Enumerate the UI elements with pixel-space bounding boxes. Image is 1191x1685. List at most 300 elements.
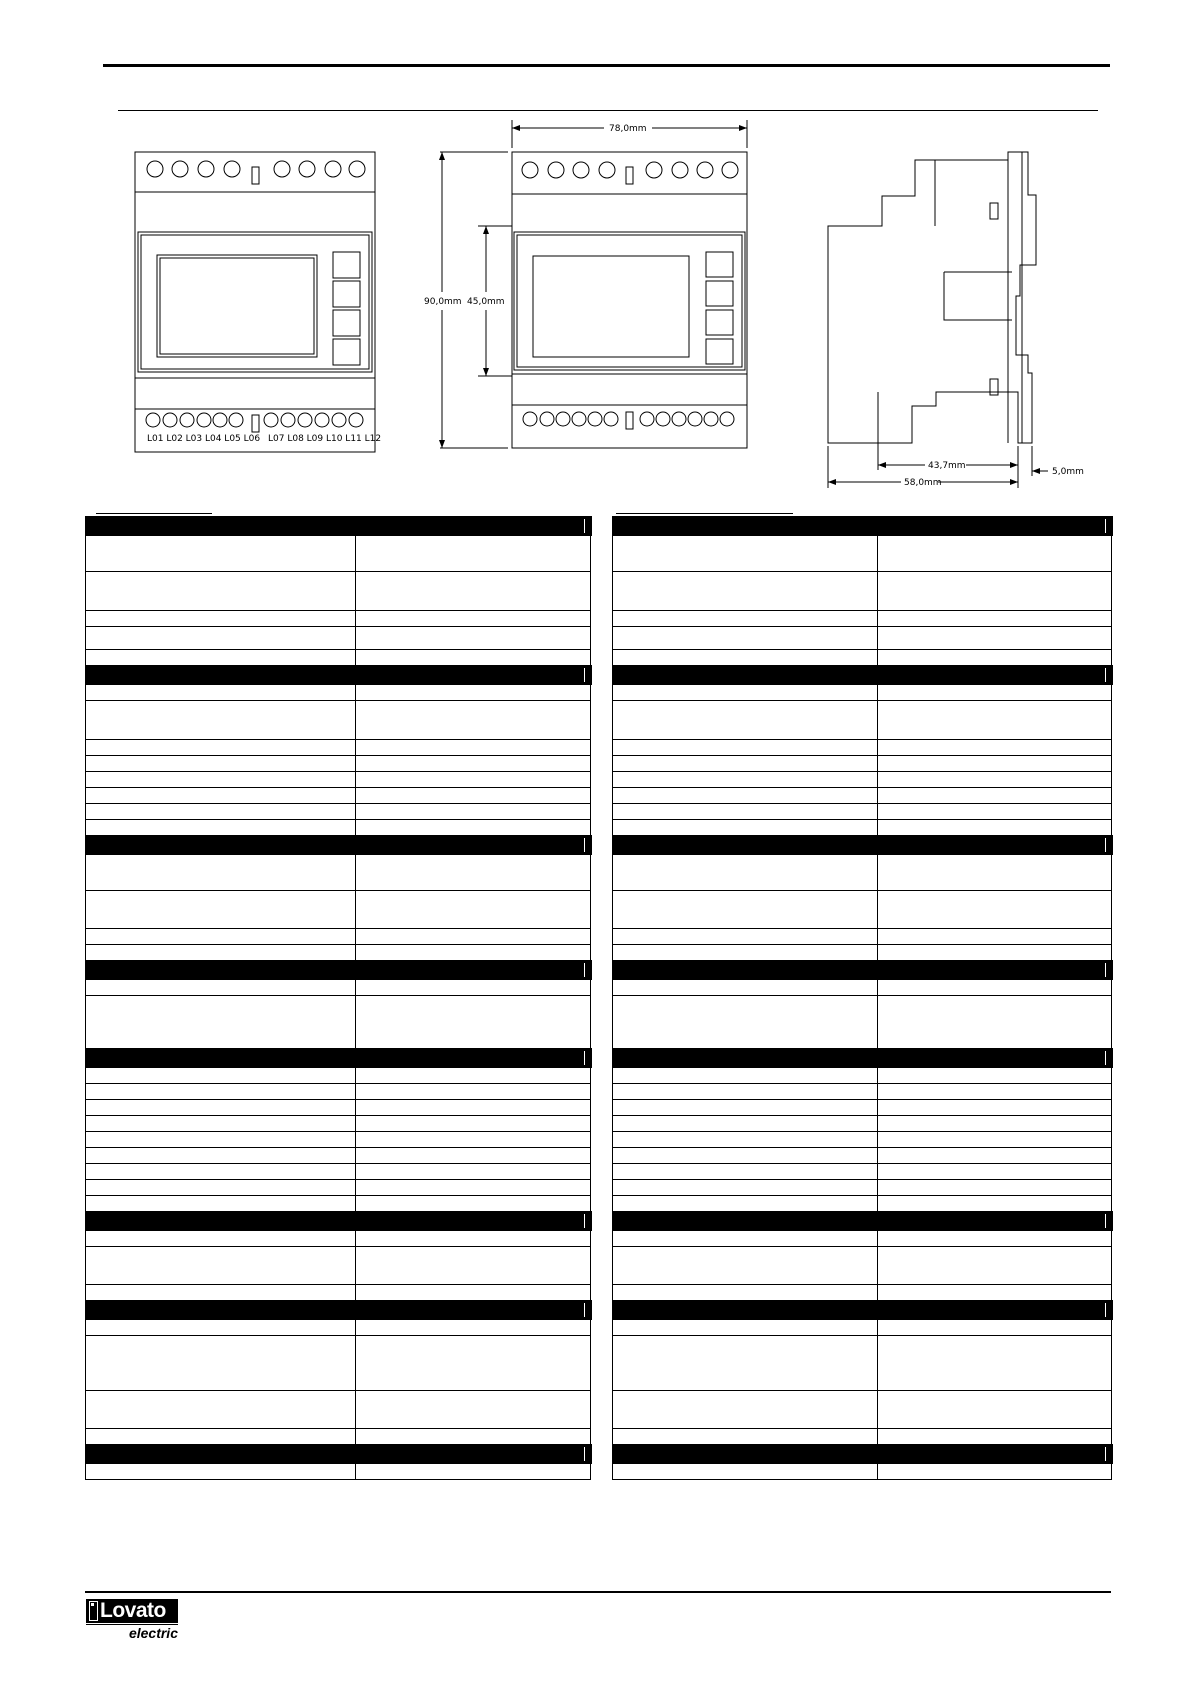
left-table-row (86, 1180, 591, 1196)
value-cell (878, 1247, 1112, 1285)
parameter-cell (613, 701, 878, 740)
right-table-row (613, 1068, 1112, 1084)
right-table-row (613, 536, 1112, 572)
value-cell (356, 627, 591, 650)
right-table-row (613, 996, 1112, 1049)
value-cell (356, 1148, 591, 1164)
parameter-cell (86, 1285, 356, 1301)
terminal-screw (264, 413, 278, 427)
left-section-header (86, 836, 591, 855)
terminal-screw (197, 413, 211, 427)
parameter-cell (613, 1247, 878, 1285)
left-table-row (86, 1068, 591, 1084)
right-table-row (613, 1336, 1112, 1391)
parameter-cell (86, 627, 356, 650)
logo-mark-icon (89, 1601, 98, 1621)
header-cell (878, 836, 1112, 855)
terminal-screw (274, 161, 290, 177)
left-section-header (86, 1301, 591, 1320)
value-cell (878, 1196, 1112, 1212)
header-cell (878, 1049, 1112, 1068)
left-table-row (86, 929, 591, 945)
left-section-header (86, 961, 591, 980)
value-cell (878, 1320, 1112, 1336)
value-cell (356, 756, 591, 772)
value-cell (878, 650, 1112, 666)
value-cell (356, 804, 591, 820)
parameter-cell (86, 1231, 356, 1247)
left-table-row (86, 1391, 591, 1429)
header-cell (356, 836, 591, 855)
value-cell (878, 1132, 1112, 1148)
terminal-screw (332, 413, 346, 427)
terminal-screw (349, 413, 363, 427)
value-cell (356, 611, 591, 627)
value-cell (356, 820, 591, 836)
logo-box (86, 1599, 178, 1623)
right-table-row (613, 1196, 1112, 1212)
header-cell (86, 1212, 356, 1231)
terminal-screw (229, 413, 243, 427)
right-table-row (613, 756, 1112, 772)
terminal-screw (640, 412, 654, 426)
value-cell (878, 740, 1112, 756)
value-cell (878, 929, 1112, 945)
parameter-cell (86, 1164, 356, 1180)
parameter-cell (613, 627, 878, 650)
right-section-header (613, 961, 1112, 980)
left-table-row (86, 1196, 591, 1212)
value-cell (878, 611, 1112, 627)
parameter-cell (613, 804, 878, 820)
right-table-row (613, 1116, 1112, 1132)
value-cell (356, 929, 591, 945)
value-cell (356, 772, 591, 788)
terminal-screw (146, 413, 160, 427)
parameter-cell (613, 756, 878, 772)
parameter-cell (613, 1100, 878, 1116)
parameter-cell (613, 611, 878, 627)
right-table-row (613, 1100, 1112, 1116)
left-table-row (86, 1132, 591, 1148)
terminal-screw (147, 161, 163, 177)
right-section-header (613, 1212, 1112, 1231)
value-cell (878, 685, 1112, 701)
parameter-cell (613, 1320, 878, 1336)
terminal-screw (540, 412, 554, 426)
parameter-cell (86, 685, 356, 701)
value-cell (356, 1100, 591, 1116)
right-table-row (613, 855, 1112, 891)
terminal-screw (672, 412, 686, 426)
right-section-header (613, 666, 1112, 685)
parameter-cell (86, 804, 356, 820)
value-cell (356, 1132, 591, 1148)
value-cell (878, 1116, 1112, 1132)
terminal-screw (573, 162, 589, 178)
terminal-screw (688, 412, 702, 426)
parameter-cell (613, 1464, 878, 1480)
value-cell (356, 945, 591, 961)
parameter-cell (613, 945, 878, 961)
header-cell (356, 1445, 591, 1464)
right-spec-table (612, 516, 1113, 1480)
left-section-header (86, 1049, 591, 1068)
dimensioned-front-view (512, 152, 747, 448)
value-cell (356, 788, 591, 804)
parameter-cell (613, 788, 878, 804)
header-cell (878, 1445, 1112, 1464)
left-section-header (86, 1445, 591, 1464)
right-section-header (613, 1049, 1112, 1068)
header-cell (613, 961, 878, 980)
terminal-labels-right: L07 L08 L09 L10 L11 L12 (268, 434, 382, 444)
terminal-screw (604, 412, 618, 426)
left-table-row (86, 1148, 591, 1164)
value-cell (878, 1285, 1112, 1301)
parameter-cell (86, 1100, 356, 1116)
terminal-screw (599, 162, 615, 178)
header-cell (613, 517, 878, 536)
parameter-cell (86, 929, 356, 945)
parameter-cell (613, 1116, 878, 1132)
header-cell (878, 666, 1112, 685)
value-cell (356, 891, 591, 929)
left-section-header (86, 1212, 591, 1231)
right-table-row (613, 929, 1112, 945)
left-table-row (86, 1247, 591, 1285)
parameter-cell (86, 772, 356, 788)
left-table-row (86, 891, 591, 929)
bottom-rule (85, 1591, 1111, 1593)
terminal-screw (325, 161, 341, 177)
value-cell (356, 1320, 591, 1336)
parameter-cell (86, 536, 356, 572)
terminal-screw (720, 412, 734, 426)
left-table-row (86, 804, 591, 820)
parameter-cell (613, 855, 878, 891)
header-cell (356, 1212, 591, 1231)
right-table-row (613, 1320, 1112, 1336)
header-cell (613, 1049, 878, 1068)
left-section-underline (96, 513, 212, 514)
left-table-row (86, 1320, 591, 1336)
header-cell (356, 1049, 591, 1068)
parameter-cell (86, 1464, 356, 1480)
left-table-row (86, 650, 591, 666)
side-view-drawing (828, 152, 1036, 443)
terminal-screw (672, 162, 688, 178)
parameter-cell (86, 1116, 356, 1132)
value-cell (356, 1231, 591, 1247)
right-table-row (613, 1180, 1112, 1196)
parameter-cell (86, 945, 356, 961)
value-cell (878, 1148, 1112, 1164)
value-cell (356, 1391, 591, 1429)
value-cell (878, 788, 1112, 804)
left-table-row (86, 685, 591, 701)
value-cell (878, 1068, 1112, 1084)
right-section-header (613, 1445, 1112, 1464)
parameter-cell (613, 650, 878, 666)
value-cell (356, 701, 591, 740)
parameter-cell (613, 772, 878, 788)
lovato-logo (86, 1599, 178, 1641)
left-table-row (86, 855, 591, 891)
right-table-row (613, 980, 1112, 996)
terminal-screw (349, 161, 365, 177)
left-table-row (86, 536, 591, 572)
terminal-screw (281, 413, 295, 427)
value-cell (356, 1084, 591, 1100)
width-dimension-label: 78,0mm (609, 124, 647, 134)
parameter-cell (86, 980, 356, 996)
right-table-row (613, 1247, 1112, 1285)
left-table-row (86, 611, 591, 627)
header-cell (878, 517, 1112, 536)
parameter-cell (86, 1148, 356, 1164)
value-cell (878, 627, 1112, 650)
parameter-cell (86, 1391, 356, 1429)
right-table-row (613, 891, 1112, 929)
right-table-row (613, 772, 1112, 788)
parameter-cell (613, 1231, 878, 1247)
header-cell (878, 1212, 1112, 1231)
value-cell (356, 1180, 591, 1196)
parameter-cell (613, 1084, 878, 1100)
parameter-cell (613, 1148, 878, 1164)
parameter-cell (86, 1320, 356, 1336)
value-cell (356, 1164, 591, 1180)
right-table-row (613, 627, 1112, 650)
parameter-cell (86, 820, 356, 836)
value-cell (878, 1464, 1112, 1480)
terminal-screw (298, 413, 312, 427)
value-cell (878, 996, 1112, 1049)
value-cell (356, 1247, 591, 1285)
left-table-row (86, 945, 591, 961)
dimension-drawings (0, 0, 1191, 500)
value-cell (356, 1464, 591, 1480)
parameter-cell (86, 1132, 356, 1148)
terminal-screw (704, 412, 718, 426)
terminal-screw (224, 161, 240, 177)
terminal-screw (548, 162, 564, 178)
left-table-row (86, 1336, 591, 1391)
terminal-screw (172, 161, 188, 177)
parameter-cell (86, 855, 356, 891)
right-table-row (613, 1285, 1112, 1301)
parameter-cell (86, 701, 356, 740)
parameter-cell (86, 1247, 356, 1285)
parameter-cell (613, 1429, 878, 1445)
parameter-cell (86, 1429, 356, 1445)
left-table-row (86, 740, 591, 756)
parameter-cell (613, 891, 878, 929)
value-cell (878, 1084, 1112, 1100)
header-cell (356, 517, 591, 536)
right-table-row (613, 701, 1112, 740)
left-table-row (86, 980, 591, 996)
left-table-row (86, 788, 591, 804)
right-table-row (613, 1164, 1112, 1180)
value-cell (356, 685, 591, 701)
value-cell (356, 980, 591, 996)
parameter-cell (613, 1068, 878, 1084)
parameter-cell (613, 572, 878, 611)
parameter-cell (613, 1391, 878, 1429)
left-table-row (86, 627, 591, 650)
header-cell (86, 836, 356, 855)
value-cell (878, 1180, 1112, 1196)
value-cell (356, 855, 591, 891)
parameter-cell (613, 1180, 878, 1196)
right-table-row (613, 1231, 1112, 1247)
right-table-row (613, 1391, 1112, 1429)
right-section-underline (616, 513, 793, 514)
value-cell (878, 1336, 1112, 1391)
parameter-cell (613, 740, 878, 756)
value-cell (878, 1100, 1112, 1116)
value-cell (878, 772, 1112, 788)
parameter-cell (613, 980, 878, 996)
right-section-header (613, 517, 1112, 536)
header-cell (86, 1301, 356, 1320)
terminal-screw (299, 161, 315, 177)
left-section-header (86, 517, 591, 536)
header-cell (613, 1212, 878, 1231)
parameter-cell (613, 536, 878, 572)
right-table-row (613, 1084, 1112, 1100)
terminal-screw (198, 161, 214, 177)
parameter-cell (86, 1196, 356, 1212)
header-cell (86, 1445, 356, 1464)
left-table-row (86, 996, 591, 1049)
parameter-cell (86, 650, 356, 666)
brand-sub: electric (86, 1624, 178, 1641)
right-table-row (613, 1464, 1112, 1480)
parameter-cell (86, 572, 356, 611)
left-table-row (86, 1100, 591, 1116)
value-cell (356, 996, 591, 1049)
terminal-screw (572, 412, 586, 426)
value-cell (878, 945, 1112, 961)
right-table-row (613, 788, 1112, 804)
terminal-screw (180, 413, 194, 427)
left-table-row (86, 1116, 591, 1132)
terminal-screw (315, 413, 329, 427)
terminal-screw (523, 412, 537, 426)
left-table-row (86, 572, 591, 611)
left-table-row (86, 1164, 591, 1180)
terminal-screw (588, 412, 602, 426)
value-cell (878, 756, 1112, 772)
left-table-row (86, 701, 591, 740)
brand-name: Lovato (100, 1599, 166, 1622)
terminal-screw (556, 412, 570, 426)
parameter-cell (613, 685, 878, 701)
right-table-row (613, 945, 1112, 961)
left-table-row (86, 820, 591, 836)
parameter-cell (613, 1336, 878, 1391)
right-table-row (613, 820, 1112, 836)
right-section-header (613, 1301, 1112, 1320)
window-dimension-label: 45,0mm (467, 297, 505, 307)
value-cell (356, 740, 591, 756)
value-cell (356, 1429, 591, 1445)
right-table-row (613, 1148, 1112, 1164)
left-table-row (86, 772, 591, 788)
left-table-row (86, 1464, 591, 1480)
header-cell (86, 961, 356, 980)
header-cell (86, 1049, 356, 1068)
value-cell (878, 820, 1112, 836)
parameter-cell (86, 891, 356, 929)
header-cell (356, 961, 591, 980)
parameter-cell (613, 929, 878, 945)
value-cell (878, 572, 1112, 611)
header-cell (613, 836, 878, 855)
terminal-screw (697, 162, 713, 178)
left-table-row (86, 1285, 591, 1301)
terminal-screw (213, 413, 227, 427)
right-table-row (613, 804, 1112, 820)
right-table-row (613, 611, 1112, 627)
value-cell (878, 536, 1112, 572)
parameter-cell (86, 1180, 356, 1196)
parameter-cell (86, 788, 356, 804)
header-cell (86, 517, 356, 536)
left-table-row (86, 756, 591, 772)
value-cell (356, 1068, 591, 1084)
header-cell (878, 1301, 1112, 1320)
parameter-cell (86, 1068, 356, 1084)
right-table-row (613, 685, 1112, 701)
left-spec-table (85, 516, 592, 1480)
header-cell (878, 961, 1112, 980)
left-table-row (86, 1084, 591, 1100)
left-section-header (86, 666, 591, 685)
parameter-cell (86, 1336, 356, 1391)
front-view-drawing (135, 152, 375, 452)
depth-inner-label: 43,7mm (928, 461, 966, 471)
terminal-screw (722, 162, 738, 178)
parameter-cell (613, 1285, 878, 1301)
parameter-cell (86, 756, 356, 772)
value-cell (356, 536, 591, 572)
right-section-header (613, 836, 1112, 855)
value-cell (356, 1285, 591, 1301)
height-dimension-label: 90,0mm (424, 297, 462, 307)
right-table-row (613, 1132, 1112, 1148)
parameter-cell (613, 1164, 878, 1180)
terminal-screw (656, 412, 670, 426)
header-cell (356, 666, 591, 685)
value-cell (356, 572, 591, 611)
depth-outer-label: 58,0mm (904, 478, 942, 488)
value-cell (878, 1429, 1112, 1445)
value-cell (878, 855, 1112, 891)
right-table-row (613, 1429, 1112, 1445)
left-table-row (86, 1231, 591, 1247)
value-cell (356, 1336, 591, 1391)
parameter-cell (86, 740, 356, 756)
value-cell (878, 701, 1112, 740)
value-cell (878, 891, 1112, 929)
left-table-row (86, 1429, 591, 1445)
value-cell (356, 1116, 591, 1132)
header-cell (613, 1301, 878, 1320)
